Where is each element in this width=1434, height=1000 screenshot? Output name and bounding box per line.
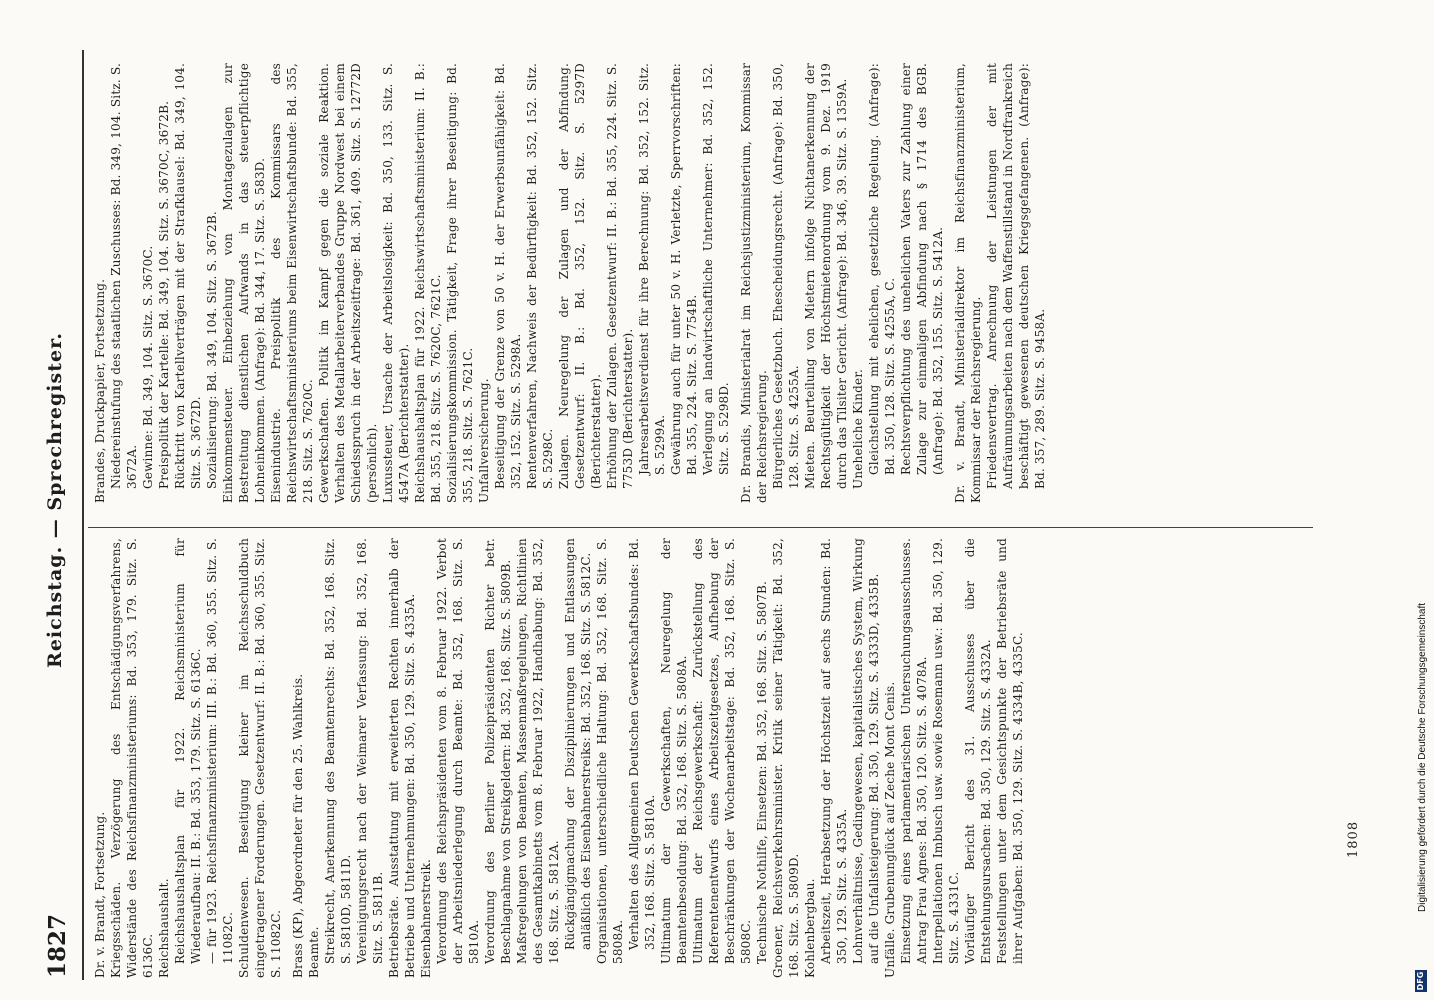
- page-number-top: 1827: [44, 913, 71, 978]
- register-subentry: Gewährung auch für unter 50 v. H. Verletzte, Sperrvorschriften: Bd. 355, 224. Sitz. S. 7754B.: [669, 63, 699, 475]
- register-subentry: Verordnung des Reichspräsidenten vom 8. Februar 1922. Verbot der Arbeitsniederlegung durch Beamte: Bd. 352, 168. Sitz. S. 5810A.: [435, 538, 481, 964]
- register-subentry: Beseitigung der Grenze von 50 v. H. der Erwerbsunfähigkeit: Bd. 352, 152. Sitz. S. 5298A.: [493, 63, 523, 489]
- column-divider: [88, 527, 1313, 528]
- register-subentry: Feststellungen unter dem Gesichtspunkte der Betriebsräte und ihrer Aufgaben: Bd. 350, 129. Sitz. S. 4334B, 4335C.: [995, 538, 1025, 964]
- register-subentry: Rechtsverpflichtung des unehelichen Vaters zur Zahlung einer Zulage zur einmaligen Abfindung nach § 1714 des BGB. (Anfrage): Bd. 352, 155. Sitz. S. 5412A.: [899, 63, 945, 475]
- register-entry: Unfallversicherung.: [477, 378, 491, 503]
- register-subentry: Maßregelungen von Beamten, Massenmaßregelungen, Richtlinien des Gesamtkabinetts vom 8. Februar 1922, Handhabung: Bd. 352, 168. Sitz. S. 5812A.: [515, 538, 561, 964]
- register-entry: Reichshaushaltsplan für 1922. Reichswirtschaftsministerium: II. B.: Bd. 355, 218. Sitz. S. 7620C, 7621C.: [413, 63, 443, 503]
- register-subentry: Rückgängigmachung der Disziplinierungen und Entlassungen anläßlich des Eisenbahnerstreiks: Bd. 352, 168. Sitz. S. 5812C.: [563, 538, 593, 950]
- funding-note: [1413, 0, 1433, 1000]
- register-entry: Gewerkschaften. Politik im Kampf gegen die soziale Reaktion. Verhalten des Metallarbeiterverbandes Gruppe Nordwest bei einem Schiedsspruch in der Arbeitszeitfrage: Bd. 361, 409. Sitz. S. 12772D (persönlich).: [317, 63, 379, 503]
- register-subentry: Jahresarbeitsverdienst für ihre Berechnung: Bd. 352, 152. Sitz. S. 5299A.: [637, 63, 667, 475]
- register-entry: Reichshaushalt.: [157, 878, 171, 978]
- page-header: [36, 0, 76, 1000]
- register-entry: Luxussteuer, Ursache der Arbeitslosigkeit: Bd. 350, 133. Sitz. S. 4547A (Berichterstatter).: [381, 63, 411, 503]
- register-subentry: Ultimatum der Gewerkschaften, Neuregelung der Beamtenbesoldung: Bd. 352, 168. Sitz. S. 5808A.: [659, 538, 689, 964]
- funding-note-text: Digitalisierung gefördert durch die Deutsche Forschungsgemeinschaft: [1417, 602, 1428, 912]
- register-entry: Einkommensteuer. Einbeziehung von Montagezulagen zur Bestreitung dienstlichen Aufwands in das steuerpflichtige Lohneinkommen. (Anfrage): Bd. 344, 17. Sitz. S. 583D.: [221, 63, 267, 503]
- register-entry: Beamte.: [307, 926, 321, 978]
- register-subentry: Rentenverfahren, Nachweis der Bedürftigkeit: Bd. 352, 152. Sitz. S. 5298C.: [525, 63, 555, 489]
- register-entry: Sozialisierungskommission. Tätigkeit, Frage ihrer Beseitigung: Bd. 355, 218. Sitz. S. 7621C.: [445, 63, 475, 503]
- register-subentry: Gewinne: Bd. 349, 104. Sitz. S. 3670C.: [141, 245, 155, 489]
- register-subentry: Gleichstellung mit ehelichen, gesetzliche Regelung. (Anfrage): Bd. 350, 128. Sitz. S. 4255A, C.: [867, 63, 897, 475]
- register-subentry: Verordnung des Berliner Polizeipräsidenten Richter betr. Beschlagnahme von Streikgeldern: Bd. 352, 168. Sitz. S. 5809B.: [483, 538, 513, 964]
- register-subentry: Zulagen. Neuregelung der Zulagen und der Abfindung. Gesetzentwurf: II. B.: Bd. 352, 152. Sitz. S. 5297D (Berichterstatter).: [557, 63, 603, 489]
- register-entry: Unfälle. Grubenunglück auf Zeche Mont Cenis.: [883, 681, 897, 978]
- register-entry: Kohlenbergbau.: [803, 878, 817, 978]
- register-subentry: Bürgerliches Gesetzbuch. Ehescheidungsrecht. (Anfrage): Bd. 350, 128. Sitz. S. 4255A.: [771, 63, 801, 489]
- register-subentry: Vereinigungsrecht nach der Weimarer Verfassung: Bd. 352, 168. Sitz. S. 5811B.: [355, 538, 385, 964]
- register-entry: Brass (KP), Abgeordneter für den 25. Wahlkreis.: [291, 673, 305, 978]
- register-entry: Schuldenwesen. Beseitigung kleiner im Reichsschuldbuch eingetragener Forderungen. Gesetzentwurf: II. B.: Bd. 360, 355. Sitz. S. 11082C.: [237, 538, 283, 978]
- right-column: [92, 63, 1048, 503]
- register-entry: Brandes, Druckpapier, Fortsetzung.: [93, 278, 107, 503]
- register-subentry: Interpellationen Imbusch usw. sowie Rosemann usw.: Bd. 350, 129. Sitz. S. 4331C.: [931, 538, 961, 964]
- register-entry: Betriebsräte. Ausstattung mit erweiterten Rechten innerhalb der Betriebe und Unternehmungen: Bd. 350, 129. Sitz. S. 4335A.: [387, 538, 417, 978]
- register-entry: Groener, Reichsverkehrsminister. Kritik seiner Tätigkeit: Bd. 352, 168. Sitz. S. 5809D.: [771, 538, 801, 978]
- register-subentry: Verlegung an landwirtschaftliche Unternehmer: Bd. 352, 152. Sitz. S. 5298D.: [701, 63, 731, 475]
- register-entry: Eisenindustrie. Preispolitik des Kommissars des Reichswirtschaftsministeriums beim Eisenwirtschaftsbunde: Bd. 355, 218. Sitz. S. 7620C.: [269, 63, 315, 503]
- register-subentry: Erhöhung der Zulagen. Gesetzentwurf: II. B.: Bd. 355, 224. Sitz. S. 7753D (Berichterstatter).: [605, 63, 635, 489]
- register-subentry: Verhalten des Allgemeinen Deutschen Gewerkschaftsbundes: Bd. 352, 168. Sitz. S. 5810A.: [627, 538, 657, 950]
- register-subentry: Preispolitik der Kartelle: Bd. 349, 104. Sitz. S. 3670C, 3672B.: [157, 100, 171, 489]
- register-entry: Eisenbahnerstreik.: [419, 858, 433, 978]
- register-subentry: Uneheliche Kinder.: [851, 369, 865, 489]
- register-subentry: Lohnverhältnisse, Gedingewesen, kapitalistisches System, Wirkung auf die Unfallsteigerung: Bd. 350, 129. Sitz. S. 4333D, 4335B.: [851, 538, 881, 964]
- register-subentry: Vorläufiger Bericht des 31. Ausschusses über die Entstehungsursachen: Bd. 350, 129. Sitz. S. 4332A.: [963, 538, 993, 964]
- register-subentry: Ultimatum der Reichsgewerkschaft: Zurückstellung des Referentenentwurfs eines Arbeitszeitgesetzes, Aufhebung der Beschränkungen der Wochenarbeitstage: Bd. 352, 168. Sitz. S. 5808C.: [691, 538, 753, 964]
- register-subentry: — für 1923. Reichsfinanzministerium: III. B.: Bd. 360, 355. Sitz. S. 11082C.: [205, 538, 235, 964]
- register-subentry: Sozialisierung: Bd. 349, 104. Sitz. S. 3672B.: [205, 211, 219, 489]
- register-entry: Dr. Brandis, Ministerialrat im Reichsjustizministerium, Kommissar der Reichsregierung.: [739, 63, 769, 503]
- dfg-logo-icon: DFG: [1416, 971, 1425, 991]
- register-subentry: Organisationen, unterschiedliche Haltung: Bd. 352, 168. Sitz. S. 5808A.: [595, 538, 625, 964]
- register-subentry: Streikrecht, Anerkennung des Beamtenrechts: Bd. 352, 168. Sitz. S. 5810D, 5811D.: [323, 538, 353, 964]
- running-title: Reichstag. — Sprechregister.: [44, 332, 66, 668]
- register-entry: Kriegsschäden. Verzögerung des Entschädigungsverfahrens, Widerstände des Reichsfinanzministeriums: Bd. 353, 179. Sitz. S. 6136C.: [109, 538, 155, 978]
- register-subentry: Friedensvertrag. Anrechnung der Leistungen der mit Aufräumungsarbeiten nach dem Waffenstillstand in Nordfrankreich beschäftigt gewesenen deutschen Kriegsgefangenen. (Anfrage): Bd. 357, 289. Sitz. S. 9458A.: [985, 63, 1047, 489]
- register-subentry: Rücktritt von Kartellverträgen mit der Strafklausel: Bd. 349, 104. Sitz. S. 3672D.: [173, 63, 203, 489]
- register-subentry: Reichshaushaltsplan für 1922. Reichsministerium für Wiederaufbau: II. B.: Bd. 353, 179. Sitz. S. 6136C.: [173, 538, 203, 964]
- register-entry: Dr. v. Brandt, Fortsetzung.: [93, 811, 107, 978]
- register-subentry: Technische Nothilfe, Einsetzen: Bd. 352, 168. Sitz. S. 5807B.: [755, 580, 769, 964]
- register-subentry: Niedereinstufung des staatlichen Zuschusses: Bd. 349, 104. Sitz. S. 3672A.: [109, 63, 139, 489]
- register-subentry: Arbeitszeit, Herabsetzung der Höchstzeit auf sechs Stunden: Bd. 350, 129. Sitz. S. 4335A.: [819, 538, 849, 964]
- left-column: [92, 538, 1026, 978]
- register-subentry: Mieten. Beurteilung von Mietern infolge Nichtanerkennung der Rechtsgültigkeit der Höchstmietenordnung vom 9. Dez. 1919 durch das Tilsiter Gericht. (Anfrage): Bd. 346, 39. Sitz. S. 1359A.: [803, 63, 849, 489]
- header-rule: [82, 50, 84, 980]
- register-entry: Dr. v. Brandt, Ministerialdirektor im Reichsfinanzministerium, Kommissar der Reichsregierung.: [953, 63, 983, 503]
- page-number-bottom: 1808: [1346, 820, 1361, 858]
- register-subentry: Einsetzung eines parlamentarischen Untersuchungsausschusses. Antrag Frau Agnes: Bd. 350, 120. Sitz. S. 4078A.: [899, 538, 929, 964]
